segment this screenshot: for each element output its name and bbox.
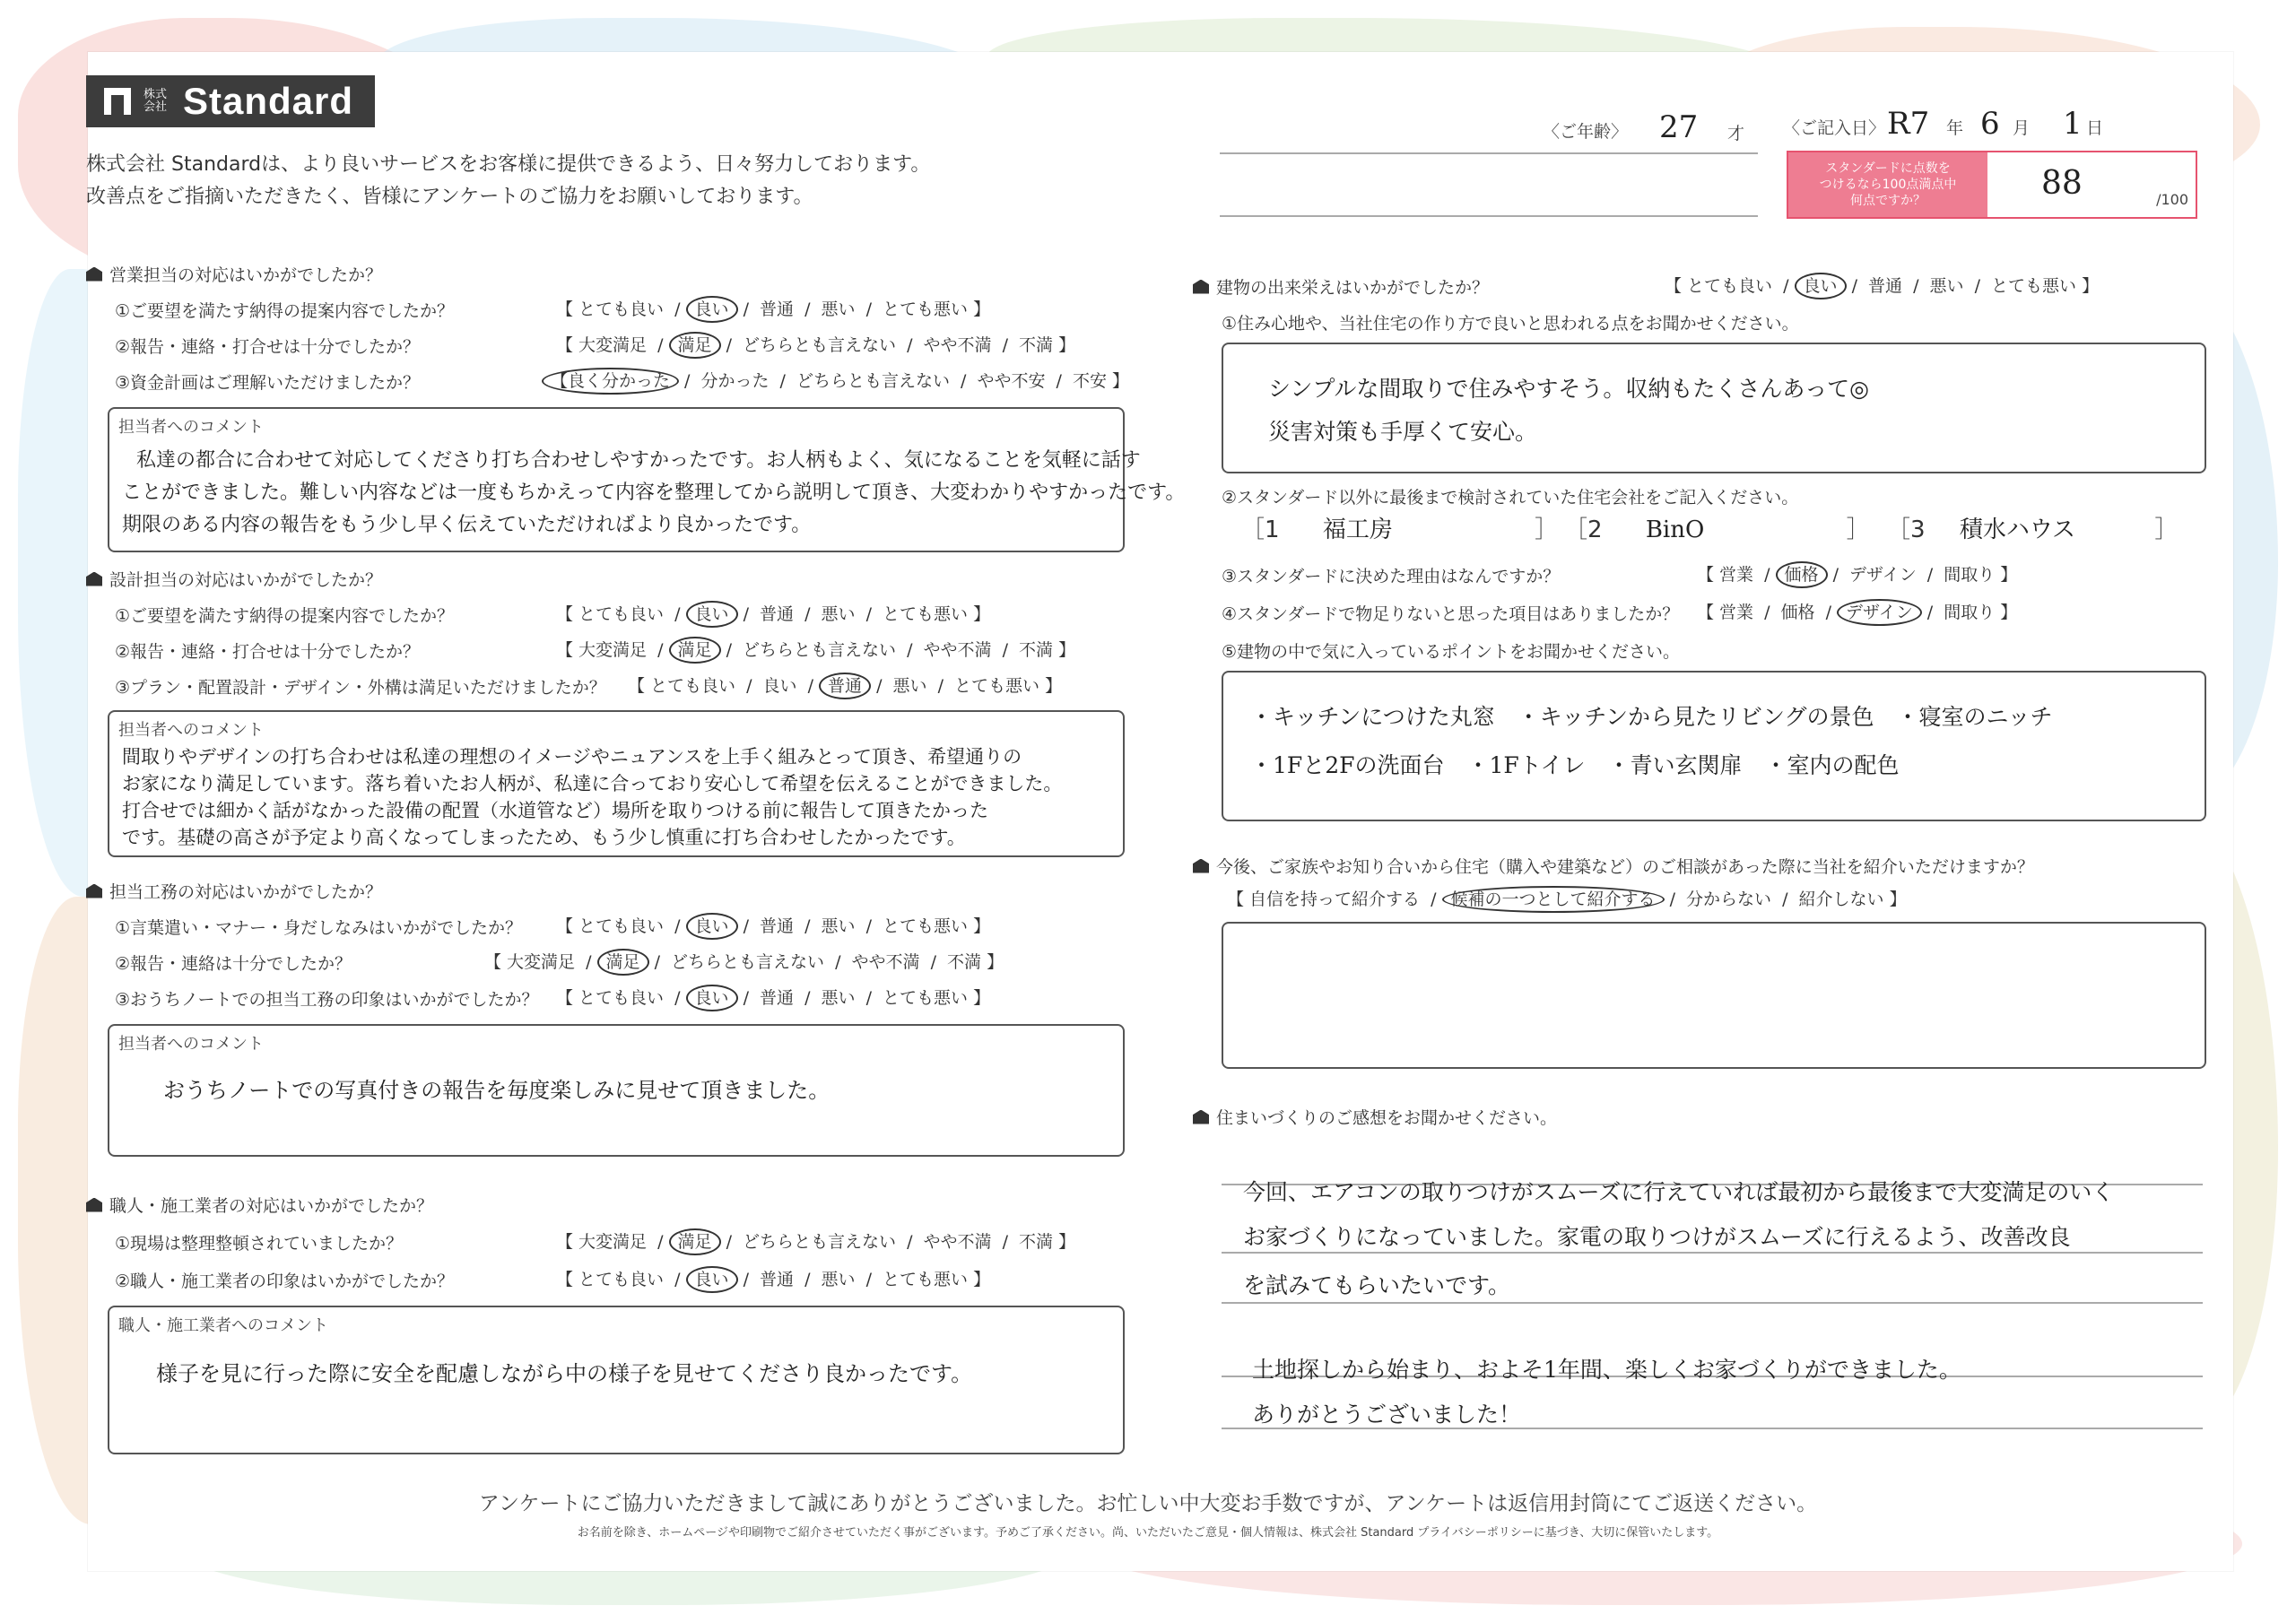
workers-q1-options: 【 大変満足 / 満足 / どちらとも言えない / やや不満 / 不満 】 [551,1228,1081,1253]
option[interactable]: とても悪い 】 [883,1270,991,1289]
comment-label: 担当者へのコメント [118,418,264,437]
house-logo-icon [104,88,131,115]
option-selected[interactable]: 良い [686,601,738,628]
construction-comment-box[interactable] [108,1024,1125,1157]
handwritten-line: ・1Fと2Fの洗面台 ・1Fトイレ ・青い玄関扉 ・室内の配色 [1250,752,1900,778]
building-options: 【 とても良い / 良い / 普通 / 悪い / とても悪い 】 [1659,273,2104,297]
option[interactable]: 不満 】 [1019,640,1076,660]
name-underline [1220,215,1758,217]
option[interactable]: 【 営業 [1697,565,1754,585]
building-q2: ②スタンダード以外に最後まで検討されていた住宅会社をご記入ください。 [1222,488,1799,508]
referral-comment-box[interactable] [1222,922,2206,1069]
option[interactable]: 【 営業 [1697,603,1754,622]
bracket: ］ [1846,516,1870,543]
building-q1-answer-box[interactable] [1222,343,2206,473]
date-label: 〈ご記入日〉 [1783,118,1886,138]
option[interactable]: 【 大変満足 [484,952,576,972]
handwritten-line: お家になり満足しています。落ち着いたお人柄が、私達に合っており安心して希望を伝えることができました。 [122,773,1063,794]
design-q3-options: 【 とても良い / 良い / 普通 / 悪い / とても悪い 】 [622,673,1067,697]
option[interactable]: 【 とても良い [556,1270,665,1289]
house-bullet-icon [1193,859,1209,873]
competitor-3 [1887,511,2178,544]
impression-title: 住まいづくりのご感想をお聞かせください。 [1216,1108,1558,1128]
option[interactable]: 分からない [1686,890,1772,909]
option[interactable]: 分かった [700,371,770,391]
construction-q3-options: 【 とても良い / 良い / 普通 / 悪い / とても悪い 】 [551,985,996,1009]
option[interactable]: どちらとも言えない [743,1232,897,1252]
handwritten-line: お家づくりになっていました。家電の取りつけがスムーズに行えるよう、改善改良 [1243,1224,2071,1250]
company-logo [86,75,375,127]
design-q2: ②報告・連絡・打合せは十分でしたか？ [115,642,421,662]
option[interactable]: 普通 [760,988,795,1008]
option[interactable]: とても悪い 】 [883,916,991,936]
design-q1: ①ご要望を満たす納得の提案内容でしたか？ [115,606,455,626]
option[interactable]: 【 とても良い [628,676,736,696]
option[interactable]: 【 大変満足 [556,335,648,355]
option[interactable]: 良い [762,676,797,696]
impression-section-title [1193,1105,1557,1129]
building-q4-options: 【 営業 / 価格 / デザイン / 間取り 】 [1692,599,2022,623]
option[interactable]: とても悪い 】 [954,676,1063,696]
handwritten-line: 様子を見に行った際に安全を配慮しながら中の様子を見せてくださり良かったです。 [156,1361,973,1386]
handwritten-line: ありがとうございました！ [1252,1402,1522,1428]
construction-title: 担当工務の対応はいかがでしたか？ [109,882,383,902]
option[interactable]: 悪い [892,676,927,696]
design-q3: ③プラン・配置設計・デザイン・外構は満足いただけましたか？ [115,678,606,698]
option[interactable]: とても悪い 】 [883,988,991,1008]
sales-q1-options: 【 とても良い / 良い / 普通 / 悪い / とても悪い 】 [551,296,996,320]
intro-line: 改善点をご指摘いただきたく、皆様にアンケートのご協力をお願いしております。 [86,186,813,208]
competitor-name: 福工房 [1322,516,1393,543]
option-selected[interactable]: 良い [686,985,738,1011]
construction-q1-options: 【 とても良い / 良い / 普通 / 悪い / とても悪い 】 [551,913,996,937]
score-max: /100 [2156,191,2188,208]
design-comment-box[interactable] [108,710,1125,857]
option[interactable]: 【 とても良い [556,299,665,319]
score-field[interactable] [1987,152,2196,217]
building-q5: ⑤建物の中で気に入っているポイントをお聞かせください。 [1222,642,1681,662]
option[interactable]: 悪い [1929,276,1964,296]
bracket: ］ [2154,516,2179,543]
option[interactable]: 不満 】 [947,952,1004,972]
house-bullet-icon [86,884,102,898]
option[interactable]: どちらとも言えない [671,952,825,972]
option-selected[interactable]: 満足 [597,949,649,976]
house-bullet-icon [86,572,102,586]
option[interactable]: やや不安 [977,371,1046,391]
option[interactable]: やや不満 [923,640,992,660]
age-unit: 才 [1727,124,1745,143]
bracket: ［2 [1564,516,1603,543]
workers-q2-options: 【 とても良い / 良い / 普通 / 悪い / とても悪い 】 [551,1266,996,1290]
day-value: 1 [2063,106,2083,142]
handwritten-line: 打合せでは細かく話がなかった設備の配置（水道管など）場所を取りつける前に報告して頂きたかった [122,800,988,821]
design-q1-options: 【 とても良い / 良い / 普通 / 悪い / とても悪い 】 [551,601,996,625]
option[interactable]: 悪い [821,916,856,936]
sales-comment-box[interactable] [108,407,1186,552]
footer-privacy: お名前を除き、ホームページや印刷物でご紹介させていただく事がございます。予めご了承ください。尚、いただいたご意見・個人情報は、株式会社 Standard プライバシーポリシーに基づき、大切に保管いたします。 [577,1526,1719,1540]
bracket: ］ [1535,516,1559,543]
option[interactable]: 悪い [821,1270,856,1289]
option[interactable]: 【 とても良い [556,916,665,936]
sales-q2-options: 【 大変満足 / 満足 / どちらとも言えない / やや不満 / 不満 】 [551,332,1081,356]
year-unit: 年 [1946,118,1964,138]
sales-q1: ①ご要望を満たす納得の提案内容でしたか？ [115,301,455,321]
option-selected[interactable]: 候補の一つとして紹介する [1442,886,1665,913]
option[interactable]: 【 自信を持って紹介する [1227,890,1421,909]
score-box [1787,151,2197,219]
score-value: 88 [2041,165,2083,202]
option-selected[interactable]: 【良く分かった [542,368,679,395]
option[interactable]: 【 大変満足 [556,640,648,660]
sales-title: 営業担当の対応はいかがでしたか？ [109,265,383,285]
option[interactable]: 不安 】 [1073,371,1130,391]
handwritten-line: です。基礎の高さが予定より高くなってしまったため、もう少し慎重に打ち合わせしたかったです。 [122,827,966,848]
option[interactable]: デザイン [1849,565,1917,585]
option[interactable]: やや不満 [851,952,920,972]
handwritten-line: を試みてもらいたいです。 [1243,1272,1511,1298]
competitor-1 [1241,511,1558,544]
bracket: ［1 [1241,516,1280,543]
option[interactable]: とても悪い 】 [883,299,991,319]
option[interactable]: 間取り 】 [1944,603,2018,622]
option[interactable]: 普通 [1868,276,1903,296]
building-q5-answer-box[interactable] [1222,671,2206,821]
design-section-title [86,567,382,591]
intro-line: 株式会社 Standardは、より良いサービスをお客様に提供できるよう、日々努力しております。 [86,153,931,176]
option[interactable]: とても悪い 】 [883,604,991,624]
option[interactable]: どちらとも言えない [743,640,897,660]
referral-section-title [1193,854,2034,878]
construction-section-title [86,879,382,903]
age-value: 27 [1659,109,1699,145]
construction-q2-options: 【 大変満足 / 満足 / どちらとも言えない / やや不満 / 不満 】 [479,949,1009,973]
logo-kabushiki: 株式 会社 [144,88,168,114]
building-q1: ①住み心地や、当社住宅の作り方で良いと思われる点をお聞かせください。 [1222,314,1799,334]
workers-q2: ②職人・施工業者の印象はいかがでしたか？ [115,1271,455,1291]
age-underline [1220,152,1758,154]
sales-q3-options: 【良く分かった / 分かった / どちらとも言えない / やや不安 / 不安 】 [542,368,1135,392]
ruled-line [1222,1252,2203,1254]
handwritten-line: ・キッチンにつけた丸窓 ・キッチンから見たリビングの景色 ・寝室のニッチ [1250,704,2053,730]
competitor-name: BinO [1645,516,1705,543]
handwritten-line: 間取りやデザインの打ち合わせは私達の理想のイメージやニュアンスを上手く組みとって頂き、希望通りの [122,746,1022,768]
sales-section-title [86,262,382,286]
option[interactable]: どちらとも言えない [796,371,951,391]
score-label: スタンダードに点数を つけるなら100点満点中 何点ですか？ [1788,152,1987,217]
handwritten-line: 私達の都合に合わせて対応してくださり打ち合わせしやすかったです。お人柄もよく、気になることを気軽に話す [136,449,1141,472]
comment-label: 担当者へのコメント [118,721,264,740]
construction-q2: ②報告・連絡は十分でしたか？ [115,954,352,974]
option[interactable]: 間取り 】 [1944,565,2018,585]
referral-options: 【 自信を持って紹介する / 候補の一つとして紹介する / 分からない / 紹介しない 】 [1222,886,1912,910]
option-selected[interactable]: 普通 [819,673,871,699]
handwritten-line: ことができました。難しい内容などは一度もちかえって内容を整理してから説明して頂き、大変わかりやすかったです。 [122,482,1186,504]
option[interactable]: 価格 [1780,603,1815,622]
age-label: 〈ご年齢〉 [1543,122,1629,142]
handwritten-line: 今回、エアコンの取りつけがスムーズに行えていれば最初から最後まで大変満足のいく [1243,1179,2115,1205]
design-q2-options: 【 大変満足 / 満足 / どちらとも言えない / やや不満 / 不満 】 [551,637,1081,661]
option[interactable]: 不満 】 [1019,1232,1076,1252]
design-title: 設計担当の対応はいかがでしたか？ [109,570,383,590]
building-q3: ③スタンダードに決めた理由はなんですか？ [1222,567,1561,586]
option[interactable]: 悪い [821,299,856,319]
option[interactable]: やや不満 [923,1232,992,1252]
ruled-line [1222,1302,2203,1304]
option-selected[interactable]: 満足 [669,332,721,359]
building-q4: ④スタンダードで物足りないと思った項目はありましたか？ [1222,604,1680,624]
option-selected[interactable]: 満足 [669,1228,721,1255]
option[interactable]: 【 大変満足 [556,1232,648,1252]
option[interactable]: 紹介しない 】 [1798,890,1907,909]
house-bullet-icon [86,267,102,282]
building-title: 建物の出来栄えはいかがでしたか？ [1216,278,1490,298]
footer-thanks: アンケートにご協力いただきまして誠にありがとうございました。お忙しい中大変お手数ですが、アンケートは返信用封筒にてご返送ください。 [478,1492,1818,1515]
construction-q3: ③おうちノートでの担当工務の印象はいかがでしたか？ [115,990,539,1010]
option[interactable]: 普通 [760,299,795,319]
house-bullet-icon [1193,1110,1209,1124]
option[interactable]: 悪い [821,604,856,624]
handwritten-line: おうちノートでの写真付きの報告を毎度楽しみに見せて頂きました。 [163,1078,831,1103]
sales-q2: ②報告・連絡・打合せは十分でしたか？ [115,337,421,357]
workers-title: 職人・施工業者の対応はいかがでしたか？ [109,1196,434,1216]
handwritten-line: シンプルな間取りで住みやすそう。収納もたくさんあって◎ [1268,376,1869,402]
option[interactable]: 【 とても良い [1665,276,1773,296]
option-selected[interactable]: 良い [686,913,738,940]
option[interactable]: 普通 [760,1270,795,1289]
building-q3-options: 【 営業 / 価格 / デザイン / 間取り 】 [1692,561,2022,586]
day-unit: 日 [2086,118,2104,138]
bracket: ［3 [1887,516,1926,543]
workers-section-title [86,1193,433,1217]
option-selected[interactable]: デザイン [1837,599,1922,626]
handwritten-line: 土地探しから始まり、およそ1年間、楽しくお家づくりができました。 [1252,1357,1961,1383]
comment-label: 職人・施工業者へのコメント [118,1316,328,1335]
option[interactable]: 普通 [760,916,795,936]
option[interactable]: どちらとも言えない [743,335,897,355]
date-era: R7 [1887,106,1930,142]
sales-q3: ③資金計画はご理解いただけましたか？ [115,373,421,393]
option[interactable]: 普通 [760,604,795,624]
comment-label: 担当者へのコメント [118,1035,264,1054]
workers-comment-box[interactable] [108,1306,1125,1454]
house-bullet-icon [86,1198,102,1212]
house-bullet-icon [1193,280,1209,294]
option-selected[interactable]: 満足 [669,637,721,664]
option[interactable]: やや不満 [923,335,992,355]
handwritten-line: 災害対策も手厚くて安心。 [1268,419,1538,445]
option[interactable]: 【 とても良い [556,604,665,624]
logo-name: Standard [183,80,354,122]
building-section-title [1193,274,1489,299]
referral-title: 今後、ご家族やお知り合いから住宅（購入や建築など）のご相談があった際に当社を紹介いただけますか？ [1216,857,2034,877]
option[interactable]: 不満 】 [1019,335,1076,355]
month-value: 6 [1980,106,2000,142]
intro-text [86,149,930,213]
option[interactable]: とても悪い 】 [1991,276,2100,296]
competitor-name: 積水ハウス [1959,516,2076,543]
month-unit: 月 [2013,118,2031,138]
construction-q1: ①言葉遣い・マナー・身だしなみはいかがでしたか？ [115,918,523,938]
option-selected[interactable]: 価格 [1776,561,1828,588]
option-selected[interactable]: 良い [1795,273,1847,299]
option[interactable]: 【 とても良い [556,988,665,1008]
option[interactable]: 悪い [821,988,856,1008]
option-selected[interactable]: 良い [686,296,738,323]
option-selected[interactable]: 良い [686,1266,738,1293]
workers-q1: ①現場は整理整頓されていましたか？ [115,1234,404,1254]
competitor-2 [1564,511,1870,544]
handwritten-line: 期限のある内容の報告をもう少し早く伝えていただければより良かったです。 [122,514,812,536]
